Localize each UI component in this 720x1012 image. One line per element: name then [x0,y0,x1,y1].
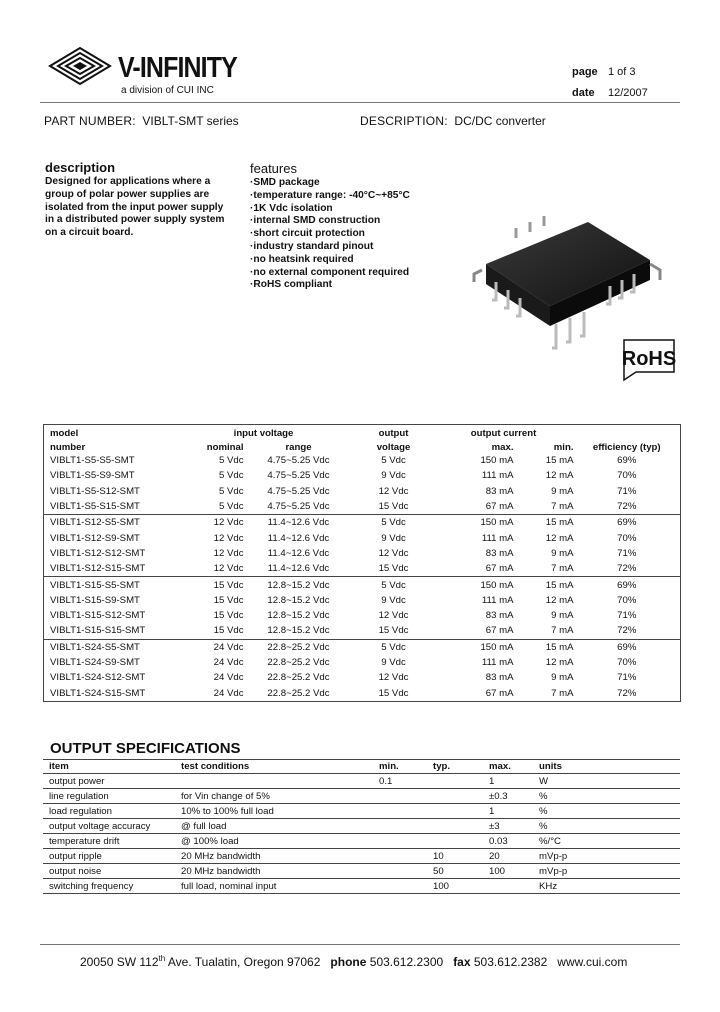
feature-item: ·industry standard pinout [250,240,374,252]
input-nominal-cell: 24 Vdc [174,639,244,655]
col-header-range: range [285,442,312,453]
spec-col-min: min. [379,760,433,774]
spec-test-conditions-cell: @ 100% load [181,834,379,849]
spec-row [43,804,680,819]
spec-typ-cell [433,789,489,804]
spec-units-cell: % [539,804,680,819]
model-row [44,670,681,685]
model-number-cell: VIBLT1-S5-S9-SMT [50,470,135,482]
model-number-cell: VIBLT1-S24-S5-SMT [44,639,174,655]
efficiency-cell: 70% [617,657,637,668]
model-row [44,685,681,701]
model-number-cell: VIBLT1-S12-S5-SMT [44,515,174,531]
feature-item: ·no heatsink required [250,253,354,265]
current-max-cell: 111 mA [481,532,514,544]
current-min-cell: 7 mA [551,625,574,637]
model-number-cell: VIBLT1-S12-S15-SMT [50,563,146,575]
spec-min-cell [379,804,433,819]
input-nominal-cell: 12 Vdc [213,547,244,559]
page-label: page [572,66,598,78]
current-max-cell: 67 mA [485,501,514,513]
output-voltage-cell: 5 Vdc [354,515,434,531]
input-range-cell: 11.4~12.6 Vdc [267,547,330,559]
spec-test-conditions-cell: @ full load [181,819,379,834]
output-voltage-cell: 15 Vdc [378,687,409,699]
spec-typ-cell [433,834,489,849]
efficiency-cell: 71% [617,672,637,684]
spec-row [43,819,680,834]
input-range-cell: 11.4~12.6 Vdc [244,515,354,531]
input-nominal-cell: 24 Vdc [213,687,244,699]
current-min-cell: 7 mA [551,563,574,575]
output-voltage-cell: 12 Vdc [378,672,409,684]
footer-address-city: Ave. Tualatin, Oregon 97062 [165,955,321,969]
current-min-cell: 9 mA [551,485,574,497]
efficiency-cell: 71% [617,547,637,559]
feature-item: ·temperature range: -40°C~+85°C [250,189,410,201]
input-range-cell: 4.75~5.25 Vdc [267,485,330,497]
spec-row [43,789,680,804]
date-label: date [572,87,595,99]
part-number-value: VIBLT-SMT series [142,114,239,128]
feature-item: ·internal SMD construction [250,215,381,227]
col-header-nominal: nominal [206,442,244,453]
spec-item-cell: output noise [43,864,181,879]
current-min-cell: 15 mA [514,577,574,593]
output-voltage-cell: 15 Vdc [378,501,409,513]
footer-fax: 503.612.2382 [473,955,548,969]
spec-max-cell: 1 [489,774,539,789]
model-number-cell: VIBLT1-S12-S12-SMT [50,547,146,559]
efficiency-cell: 69% [574,639,681,655]
spec-col-test-conditions: test conditions [181,760,379,774]
spec-col-max: max. [489,760,539,774]
features-title: features [250,161,297,176]
col-header-blank [574,425,681,440]
input-range-cell: 11.4~12.6 Vdc [267,563,330,575]
feature-item: ·1K Vdc isolation [250,202,333,214]
current-min-cell: 7 mA [551,687,574,699]
spec-units-cell: %/°C [539,834,680,849]
model-row [44,561,681,577]
current-min-cell: 12 mA [545,657,574,668]
spec-units-cell: KHz [539,879,680,894]
spec-units-cell: W [539,774,680,789]
input-nominal-cell: 12 Vdc [174,515,244,531]
page-info [572,62,648,104]
spec-test-conditions-cell: for Vin change of 5% [181,789,379,804]
spec-min-cell [379,864,433,879]
efficiency-cell: 71% [617,610,637,622]
model-table-header-row [44,425,681,440]
input-range-cell: 22.8~25.2 Vdc [244,639,354,655]
description-value: DC/DC converter [454,114,546,128]
input-nominal-cell: 24 Vdc [213,657,244,668]
input-nominal-cell: 15 Vdc [213,594,244,606]
current-min-cell: 7 mA [551,501,574,513]
output-voltage-cell: 12 Vdc [378,547,409,559]
footer-contact [80,954,627,969]
v-infinity-logo-icon [46,44,114,88]
model-number-cell: VIBLT1-S15-S5-SMT [44,577,174,593]
footer-address-street: 20050 SW 112 [80,955,159,969]
spec-test-conditions-cell [181,774,379,789]
spec-typ-cell: 50 [433,864,489,879]
model-table-subheader-row [44,439,681,453]
current-max-cell: 111 mA [481,594,514,606]
spec-max-cell: 20 [489,849,539,864]
spec-col-typ: typ. [433,760,489,774]
spec-item-cell: switching frequency [43,879,181,894]
spec-test-conditions-cell: 10% to 100% full load [181,804,379,819]
current-min-cell: 12 mA [545,470,574,482]
efficiency-cell: 70% [617,470,637,482]
input-nominal-cell: 15 Vdc [213,625,244,637]
input-range-cell: 12.8~15.2 Vdc [267,625,330,637]
spec-typ-cell [433,774,489,789]
spec-item-cell: output power [43,774,181,789]
model-row [44,593,681,608]
output-voltage-cell: 12 Vdc [378,610,409,622]
spec-item-cell: output voltage accuracy [43,819,181,834]
spec-typ-cell: 100 [433,879,489,894]
output-specs-title: OUTPUT SPECIFICATIONS [50,740,241,757]
input-range-cell: 4.75~5.25 Vdc [267,501,330,513]
rohs-badge-icon [620,336,678,382]
spec-typ-cell: 10 [433,849,489,864]
current-min-cell: 9 mA [551,610,574,622]
output-voltage-cell: 5 Vdc [354,639,434,655]
input-range-cell: 22.8~25.2 Vdc [267,657,330,668]
spec-min-cell [379,879,433,894]
spec-test-conditions-cell: 20 MHz bandwidth [181,864,379,879]
input-nominal-cell: 15 Vdc [174,577,244,593]
spec-header-row [43,760,680,774]
efficiency-cell: 69% [574,577,681,593]
spec-min-cell [379,834,433,849]
col-header-voltage: voltage [376,442,411,453]
spec-min-cell [379,789,433,804]
model-number-cell: VIBLT1-S5-S15-SMT [50,501,140,513]
efficiency-cell: 72% [617,625,637,637]
input-range-cell: 12.8~15.2 Vdc [267,610,330,622]
col-header-input-voltage: input voltage [233,428,294,439]
rohs-badge-text: RoHS [621,348,677,370]
input-nominal-cell: 5 Vdc [218,455,244,467]
col-header-min: min. [553,442,574,453]
spec-min-cell [379,819,433,834]
current-min-cell: 15 mA [514,639,574,655]
model-row [44,453,681,468]
efficiency-cell: 71% [617,485,637,497]
part-number-line [44,114,239,128]
current-min-cell: 12 mA [545,594,574,606]
input-nominal-cell: 12 Vdc [213,532,244,544]
model-row [44,639,681,655]
efficiency-cell: 72% [617,563,637,575]
footer-website-link[interactable]: www.cui.com [557,955,628,969]
output-voltage-cell: 9 Vdc [381,594,406,606]
spec-typ-cell [433,819,489,834]
col-header-output-current: output current [470,428,537,439]
description-title: description [45,160,116,175]
spec-row [43,834,680,849]
description-line [360,114,546,128]
current-max-cell: 67 mA [485,625,514,637]
spec-col-item: item [43,760,181,774]
spec-item-cell: temperature drift [43,834,181,849]
description-body: Designed for applications where a group of polar power supplies are isolated from the input power supply in a distributed power supply system on a circuit board. [45,176,225,239]
current-max-cell: 111 mA [481,470,514,482]
spec-test-conditions-cell: full load, nominal input [181,879,379,894]
input-nominal-cell: 12 Vdc [213,563,244,575]
col-header-efficiency: efficiency (typ) [592,442,661,453]
model-number-cell: VIBLT1-S24-S15-SMT [50,687,146,699]
model-number-cell: VIBLT1-S12-S9-SMT [50,532,140,544]
spec-row [43,774,680,789]
features-list [250,177,410,292]
efficiency-cell: 69% [574,515,681,531]
output-voltage-cell: 15 Vdc [378,625,409,637]
spec-row [43,879,680,894]
spec-max-cell: ±3 [489,819,539,834]
model-number-cell: VIBLT1-S15-S15-SMT [50,625,146,637]
efficiency-cell: 70% [617,594,637,606]
input-nominal-cell: 24 Vdc [213,672,244,684]
current-min-cell: 15 mA [514,515,574,531]
model-row [44,577,681,593]
spec-item-cell: line regulation [43,789,181,804]
model-table-body [44,453,681,701]
feature-item: ·SMD package [250,177,320,188]
output-voltage-cell: 9 Vdc [381,532,406,544]
spec-max-cell [489,879,539,894]
model-row [44,515,681,531]
model-number-cell: VIBLT1-S5-S12-SMT [50,485,140,497]
output-voltage-cell: 5 Vdc [354,577,434,593]
spec-units-cell: mVp-p [539,864,680,879]
output-voltage-cell: 12 Vdc [378,485,409,497]
current-max-cell: 150 mA [434,639,514,655]
footer-divider [40,944,680,945]
feature-item: ·RoHS compliant [250,279,333,291]
model-row [44,623,681,639]
header-divider [40,102,680,103]
model-number-cell: VIBLT1-S15-S9-SMT [50,594,140,606]
spec-row [43,864,680,879]
model-row [44,468,681,483]
current-max-cell: 67 mA [485,563,514,575]
input-nominal-cell: 5 Vdc [218,470,244,482]
footer-fax-label: fax [453,955,471,969]
model-number-cell: VIBLT1-S5-S5-SMT [50,455,135,467]
model-number-cell: VIBLT1-S15-S12-SMT [50,610,146,622]
spec-item-cell: output ripple [43,849,181,864]
current-max-cell: 83 mA [485,485,514,497]
efficiency-cell: 70% [617,532,637,544]
page-value: 1 of 3 [608,66,636,78]
input-range-cell: 12.8~15.2 Vdc [267,594,330,606]
col-header-number: number [50,442,86,453]
model-row [44,484,681,499]
output-voltage-cell: 9 Vdc [381,657,406,668]
col-header-model: model [50,428,79,439]
feature-item: ·no external component required [250,266,410,278]
input-range-cell: 12.8~15.2 Vdc [244,577,354,593]
current-max-cell: 150 mA [480,455,514,467]
spec-min-cell [379,849,433,864]
current-max-cell: 83 mA [485,610,514,622]
current-max-cell: 67 mA [485,687,514,699]
col-header-max: max. [491,442,514,453]
efficiency-cell: 72% [617,501,637,513]
spec-test-conditions-cell: 20 MHz bandwidth [181,849,379,864]
current-max-cell: 83 mA [485,547,514,559]
input-nominal-cell: 5 Vdc [218,485,244,497]
input-range-cell: 11.4~12.6 Vdc [267,532,330,544]
col-header-output: output [378,428,409,439]
part-number-label: PART NUMBER: [44,114,136,128]
current-min-cell: 12 mA [545,532,574,544]
input-range-cell: 4.75~5.25 Vdc [267,470,330,482]
model-number-cell: VIBLT1-S24-S9-SMT [50,657,140,668]
current-min-cell: 9 mA [551,672,574,684]
spec-item-cell: load regulation [43,804,181,819]
input-range-cell: 22.8~25.2 Vdc [267,672,330,684]
spec-row [43,849,680,864]
brand-name: V-INFINITY [118,52,237,84]
output-voltage-cell: 5 Vdc [381,455,406,467]
model-row [44,655,681,670]
feature-item: ·short circuit protection [250,228,365,240]
input-range-cell: 22.8~25.2 Vdc [267,687,330,699]
input-range-cell: 4.75~5.25 Vdc [267,455,330,467]
input-nominal-cell: 5 Vdc [218,501,244,513]
output-specs-table [43,759,680,894]
model-row [44,546,681,561]
current-max-cell: 111 mA [481,657,514,668]
footer-phone: 503.612.2300 [369,955,444,969]
spec-max-cell: 0.03 [489,834,539,849]
spec-col-units: units [539,760,680,774]
spec-max-cell: ±0.3 [489,789,539,804]
output-specs-body [43,774,680,894]
spec-units-cell: % [539,819,680,834]
date-value: 12/2007 [608,87,648,99]
spec-typ-cell [433,804,489,819]
model-number-cell: VIBLT1-S24-S12-SMT [50,672,146,684]
footer-address-sup: th [158,954,166,963]
division-text: a division of CUI INC [121,85,214,96]
spec-max-cell: 1 [489,804,539,819]
footer-phone-label: phone [330,955,367,969]
current-max-cell: 150 mA [434,515,514,531]
spec-units-cell: % [539,789,680,804]
spec-min-cell: 0.1 [379,774,433,789]
current-max-cell: 150 mA [434,577,514,593]
output-voltage-cell: 15 Vdc [378,563,409,575]
model-row [44,608,681,623]
model-row [44,530,681,545]
description-label: DESCRIPTION: [360,114,448,128]
efficiency-cell: 72% [617,687,637,699]
input-nominal-cell: 15 Vdc [213,610,244,622]
spec-units-cell: mVp-p [539,849,680,864]
current-min-cell: 15 mA [545,455,574,467]
model-row [44,499,681,515]
efficiency-cell: 69% [617,455,637,467]
current-min-cell: 9 mA [551,547,574,559]
output-voltage-cell: 9 Vdc [381,470,406,482]
spec-max-cell: 100 [489,864,539,879]
current-max-cell: 83 mA [485,672,514,684]
model-table [43,424,681,702]
